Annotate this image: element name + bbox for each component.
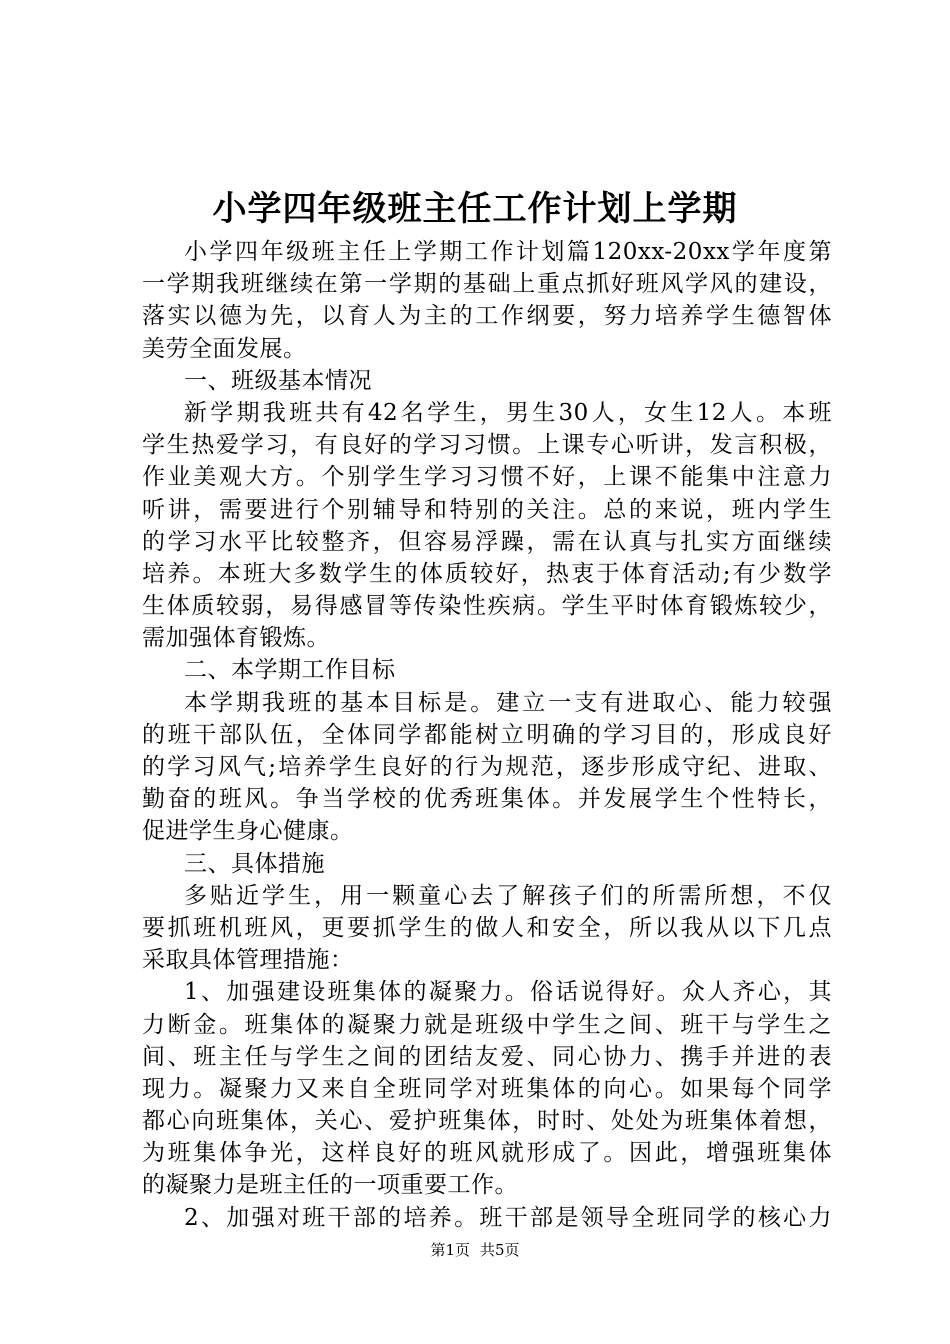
text-line: 2、加强对班干部的培养。班干部是领导全班同学的核心力 [184,1204,832,1231]
text-line: 为班集体争光，这样良好的班风就形成了。因此，增强班集体 [142,1140,832,1167]
text-line: 本学期我班的基本目标是。建立一支有进取心、能力较强 [184,689,832,716]
text-line: 学生热爱学习，有良好的学习习惯。上课专心听讲，发言积极， [142,432,832,459]
text-line: 的凝聚力是班主任的一项重要工作。 [142,1172,518,1199]
text-line: 三、具体措施 [184,850,325,877]
page-number: 第1页 [430,1241,470,1259]
text-line: 采取具体管理措施： [142,947,354,974]
text-line: 促进学生身心健康。 [142,818,354,845]
text-line: 要抓班机班风，更要抓学生的做人和安全，所以我从以下几点 [142,914,832,941]
document-body [142,236,832,1234]
page-footer [0,1240,950,1260]
text-line: 二、本学期工作目标 [184,657,396,684]
document-title: 小学四年级班主任工作计划上学期 [212,189,738,229]
text-line: 1、加强建设班集体的凝聚力。俗话说得好。众人齐心，其 [184,979,832,1006]
text-line: 作业美观大方。个别学生学习习惯不好，上课不能集中注意力 [142,464,832,491]
text-line: 一、班级基本情况 [184,367,372,394]
text-line: 需加强体育锻炼。 [142,625,330,652]
text-line: 培养。本班大多数学生的体质较好，热衷于体育活动;有少数学 [142,560,832,587]
text-line: 多贴近学生，用一颗童心去了解孩子们的所需所想，不仅 [184,882,832,909]
text-line: 的班干部队伍，全体同学都能树立明确的学习目的，形成良好 [142,721,832,748]
page-total: 共5页 [480,1241,520,1259]
text-line: 间、班主任与学生之间的团结友爱、同心协力、携手并进的表 [142,1043,832,1070]
text-line: 一学期我班继续在第一学期的基础上重点抓好班风学风的建设， [142,271,832,298]
text-line: 落实以德为先，以育人为主的工作纲要，努力培养学生德智体 [142,303,832,330]
text-line: 的学习风气;培养学生良好的行为规范，逐步形成守纪、进取、 [142,754,832,780]
text-line: 现力。凝聚力又来自全班同学对班集体的向心。如果每个同学 [142,1075,832,1102]
text-line: 力断金。班集体的凝聚力就是班级中学生之间、班干与学生之 [142,1011,832,1038]
text-line: 小学四年级班主任上学期工作计划篇120xx-20xx学年度第 [184,239,832,265]
text-line: 听讲，需要进行个别辅导和特别的关注。总的来说，班内学生 [142,496,832,523]
text-line: 的学习水平比较整齐，但容易浮躁，需在认真与扎实方面继续 [142,528,832,555]
text-line: 生体质较弱，易得感冒等传染性疾病。学生平时体育锻炼较少， [142,593,832,620]
text-line: 新学期我班共有42名学生，男生30人，女生12人。本班 [184,399,832,426]
text-line: 勤奋的班风。争当学校的优秀班集体。并发展学生个性特长， [142,786,832,813]
text-line: 美劳全面发展。 [142,335,307,362]
text-line: 都心向班集体，关心、爱护班集体，时时、处处为班集体着想， [142,1108,832,1135]
